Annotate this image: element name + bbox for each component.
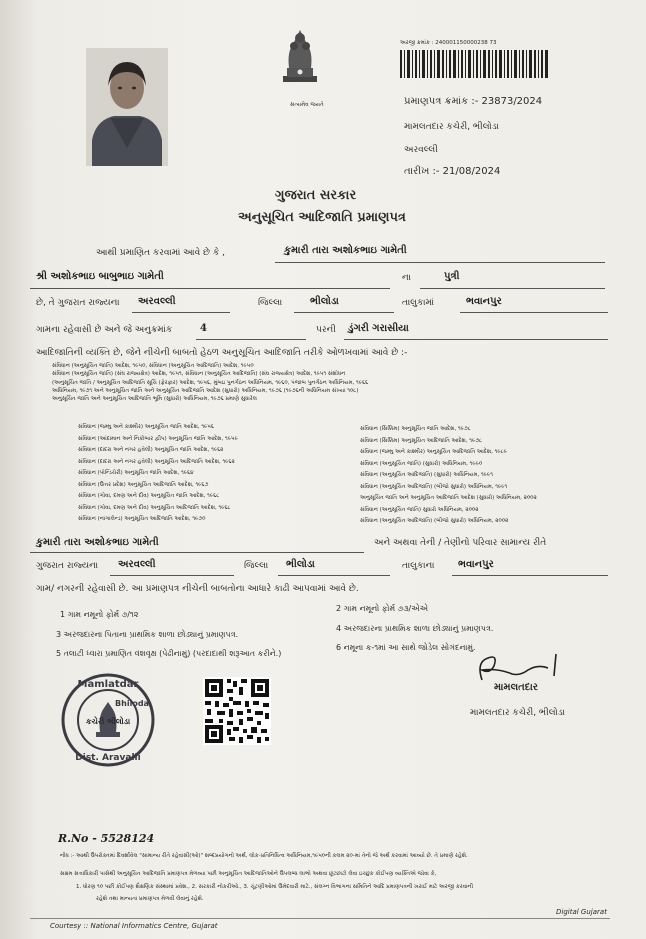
digital-gujarat-text: Digital Gujarat: [556, 908, 607, 916]
residence-district: અરવલ્લી: [118, 559, 156, 570]
footer-note: 1. ધોરણ ૧૦ પછી કોઈપણ શૈક્ષણિક સંસ્થામાં પ્રવેશ., 2. સરકારી નોકરીઓ., 3. ચૂંટણીઓમાં ઉમેદવારી માટે., સંલગ્ન વિભાગના સમિતિને આદિ પ્રમાણપત્રની ખરાઈ માટે અરજી કરવાની: [76, 884, 474, 890]
order-right-item: સંવિધાન (સિક્કિમ) અનુસૂચિત આદિજાતિ આદેશ, ૧૯૭૮: [360, 437, 483, 444]
national-emblem-icon: [275, 22, 325, 102]
order-left-item: સંવિધાન (દાદરા અને નગર હવેલી) અનુસૂચિત આદિજાતિ આદેશ, ૧૯૬૨: [78, 458, 235, 465]
applicant-name: કુમારી તારા અશોકભાઇ ગામેતી: [284, 245, 407, 256]
order-right-item: સંવિધાન (અનુસૂચિત આદિજાતિ) (બીજો સુધારો) અધિનિયમ, ૨૦૦૨: [360, 518, 509, 524]
order-item: સંવિધાન (અનુસૂચિત જાતિ) (સંઘ રાજ્યક્ષેત્ર) આદેશ, ૧૯૫૧, સંવિધાન (અનુસૂચિત આદિજાતિ) (સંઘ રાજ્યક્ષેત્ર) આદેશ, ૧૯૫૧ સંશોધન: [52, 371, 346, 378]
tribe-label: પરની: [316, 325, 336, 335]
order-right-item: સંવિધાન (અનુસૂચિત જાતિ) (સુધારો) અધિનિયમ, ૧૯૯૦: [360, 460, 483, 467]
na-text: ના: [402, 273, 411, 283]
order-right-item: અનુસૂચિત જાતિ અને અનુસૂચિત આદિજાતિ આદેશ (સુધારો) અધિનિયમ, ૨૦૦૨: [360, 495, 537, 501]
applicant-photo: [86, 48, 168, 166]
basis-item: 3 અરજદારના પિતાના પ્રાથમિક શાળા છોડ્યાનું પ્રમાણપત્ર.: [56, 630, 239, 639]
footer-note: નોંધ :- આથી ઉપરોક્તમાં દિવર્શાવેલ "સામાન્ય રીતે રહેવાસી(ઓ)" શબ્દપ્રયોગનો અર્થ, લોક-પ્રતિનિધિત્વ અધિનિયમ,૧૯૫૦ની કલમ ૨૦-માં તેનો જે અર્થ કરવામાં આવ્યો છે. તે પ્રમાણે રહેશે.: [60, 853, 468, 859]
courtesy-text: Courtesy :: National Informatics Centre, Gujarat: [50, 922, 218, 930]
barcode-icon: [400, 50, 550, 78]
order-right-item: સંવિધાન (અનુસૂચિત આદિજાતિ) (સુધારો) અધિનિયમ, ૧૯૯૧: [360, 472, 493, 478]
basis-item: 2 ગામ નમૂનો ફોર્મ ૭૩/એએ: [336, 604, 429, 613]
seal-bottom-text: Dist. Aravalli: [75, 753, 141, 763]
order-left-item: સંવિધાન (જમ્મુ અને કાશ્મીર) અનુસૂચિત જાતિ આદેશ, ૧૯૫૬: [78, 424, 214, 430]
orders-left-list: [78, 422, 238, 526]
certificate-number: પ્રમાણપત્ર ક્રમાંક :- 23873/2024: [404, 96, 543, 107]
handwritten-reference: R.No - 5528124: [58, 832, 155, 845]
village-text: ગામના રહેવાસી છે અને જે અનુક્રમાંક: [36, 325, 173, 335]
signatory-designation: મામલતદાર: [494, 682, 538, 693]
residence-taluka-label: તાલુકાના: [402, 561, 435, 571]
application-number: અરજી ક્રમાંક : 240001150000238 73: [400, 40, 497, 46]
certificate-title: અનુસૂચિત આદિજાતિ પ્રમાણપત્ર: [238, 210, 406, 225]
footer-note: રહેશે તથા માન્યતા પ્રમાણપત્ર મેળવી લેવાનું રહેશે.: [96, 896, 204, 902]
signature-icon: [468, 650, 568, 684]
issue-date: તારીખ :- 21/08/2024: [404, 166, 501, 177]
footer-note: સક્ષમ સત્તાધિકારી પાસેથી અનુસૂચિત આદિજાતિ પ્રમાણપત્ર મેળવ્યા પછી અનુસૂચિત આદિજાતિઓને ઉપલબ્ધ લાભો અથવા છૂટછાટો લેવા ઇચ્છુક કોઈપણ વ્યક્તિએ જોવા કે,: [60, 871, 437, 877]
order-right-item: સંવિધાન (જમ્મુ અને કાશ્મીર) અનુસૂચિત આદિજાતિ આદેશ, ૧૯૮૯: [360, 449, 507, 455]
signatory-office: મામલતદાર કચેરી, ભીલોડા: [470, 708, 565, 718]
seal-top-text: Mamlatdar: [77, 679, 139, 690]
order-left-item: સંવિધાન (ઉત્તર પ્રદેશ) અનુસૂચિત આદિજાતિ આદેશ, ૧૯૬૭: [78, 481, 209, 488]
residence-taluka-district: ભીલોડા: [286, 559, 315, 570]
residence-village-text: ગામ/ નગરની રહેવાસી છે. આ પ્રમાણપત્ર નીચેની બાબતોના આધારે કાઢી આપવામાં આવે છે.: [36, 584, 359, 594]
order-left-item: સંવિધાન (ગોવા, દમણ અને દીવ) અનુસૂચિત આદિજાતિ આદેશ, ૧૯૬૮: [78, 504, 231, 511]
district-value: અરવલ્લી: [138, 296, 176, 307]
taluka-value: ભવાનપુર: [466, 296, 502, 307]
order-item: અનુસૂચિત જાતિ અને અનુસૂચિત આદિજાતિ ભૂમિ (સુધારો) અધિનિયમ, ૧૯૭૬ પ્રમાણે સુધારેલ: [52, 396, 257, 403]
residence-taluka: ભવાનપુર: [458, 559, 494, 570]
order-left-item: સંવિધાન (આંદામાન અને નિકોબાર દ્વીપ) અનુસૂચિત જાતિ આદેશ, ૧૯૫૯: [78, 435, 238, 442]
emblem-motto: સત્યમેવ જયતે: [290, 102, 324, 108]
basis-item: 6 નમૂના ક-૧માં આ સાથે જોડેલ સોગંદનામું.: [336, 643, 476, 652]
order-left-item: સંવિધાન (નાગાલેન્ડ) અનુસૂચિત આદિજાતિ આદેશ, ૧૯૭૦: [78, 516, 206, 522]
basis-item: 1 ગામ નમૂનો ફોર્મ ૭/૧૨: [60, 610, 139, 619]
order-right-item: સંવિધાન (સિક્કિમ) અનુસૂચિત જાતિ આદેશ, ૧૯૭૮: [360, 426, 471, 432]
orders-list: [52, 362, 368, 403]
basis-item: 5 તલાટી ધ્વારા પ્રમાણિત વંશવૃક્ષ (પેઢીનામું) (પરદાદાથી શરૂઆત કરીને.): [56, 649, 282, 658]
tribe-name: ડુંગરી ગરાસીયા: [348, 323, 409, 334]
orders-right-list: [360, 424, 537, 528]
issuing-office: મામલતદાર કચેરી, ભીલોડા: [404, 122, 499, 132]
taluka-district: ભીલોડા: [310, 296, 339, 307]
order-item: (અનુસૂચિત જાતિ / અનુસૂચિત આદિજાતિ સૂચિ (ફેરફાર) આદેશ, ૧૯૫૬, મુંબઇ પુનર્ગઠન અધિનિયમ, ૧૯૬૦, પંજાબ પુનર્ગઠન અધિનિયમ, ૧૯૬૬: [52, 379, 369, 386]
order-item: અધિનિયમ, ૧૯૭૧ અને અનુસૂચિત જાતિ અને અનુસૂચિત આદિજાતિ આદેશ (સુધારો) અધિનિયમ, ૧૯૭૬ (૧૯૭૬ની અધિનિયમ સંખ્યા ૧૦૮): [52, 387, 359, 394]
order-item: સંવિધાન (અનુસૂચિત જાતિ) આદેશ, ૧૯૫૦, સંવિધાન (અનુસૂચિત આદિજાતિ) આદેશ, ૧૯૫૦: [52, 363, 254, 369]
residence-district-label: જિલ્લા: [244, 561, 269, 571]
residence-name: કુમારી તારા અશોકભાઇ ગામેતી: [36, 537, 159, 548]
state-prefix: છે, તે ગુજરાત રાજ્યના: [36, 298, 120, 308]
certify-text: આથી પ્રમાણિત કરવામાં આવે છે કે ,: [96, 248, 225, 258]
order-right-item: સંવિધાન (અનુસૂચિત જાતિ) સુધારો અધિનિયમ, ૨૦૦૨: [360, 506, 479, 513]
mamlatdar-seal-icon: [60, 672, 156, 768]
serial-number: 4: [200, 323, 207, 334]
government-title: ગુજરાત સરકાર: [275, 188, 357, 203]
issuing-district: અરવલ્લી: [404, 145, 438, 155]
residence-and-or: અને અથવા તેની / તેણીનો પરિવાર સામાન્ય રીતે: [374, 538, 547, 548]
residence-state: ગુજરાત રાજ્યના: [36, 561, 99, 571]
relation: પુત્રી: [444, 271, 460, 282]
qr-code-icon: [203, 677, 271, 745]
order-left-item: સંવિધાન (ગોવા, દમણ અને દીવ) અનુસૂચિત જાતિ આદેશ, ૧૯૬૮: [78, 493, 220, 499]
seal-right-text: Bhiloda: [115, 699, 149, 708]
district-label: જિલ્લા: [258, 298, 283, 308]
order-right-item: સંવિધાન (અનુસૂચિત આદિજાતિ) (બીજો સુધારો) અધિનિયમ, ૧૯૯૧: [360, 483, 508, 490]
order-left-item: સંવિધાન (પોન્ડિચેરી) અનુસૂચિત જાતિ આદેશ, ૧૯૬૪: [78, 470, 194, 476]
taluka-label: તાલુકામાં: [402, 298, 435, 308]
order-left-item: સંવિધાન (દાદરા અને નગર હવેલી) અનુસૂચિત જાતિ આદેશ, ૧૯૬૨: [78, 447, 224, 453]
father-name: શ્રી અશોકભાઇ બાબુભાઇ ગામેતી: [36, 271, 164, 282]
tribe-line: આદિજાતિની વ્યક્તિ છે, જેને નીચેની બાબતો હેઠળ અનુસૂચિત આદિજાતિ તરીકે ઓળખવામાં આવે છે :-: [36, 348, 408, 358]
seal-center-text: કચેરી ભીલોડા: [85, 717, 131, 726]
basis-item: 4 અરજદારના પ્રાથમિક શાળા છોડ્યાનું પ્રમાણપત્ર.: [336, 624, 494, 633]
